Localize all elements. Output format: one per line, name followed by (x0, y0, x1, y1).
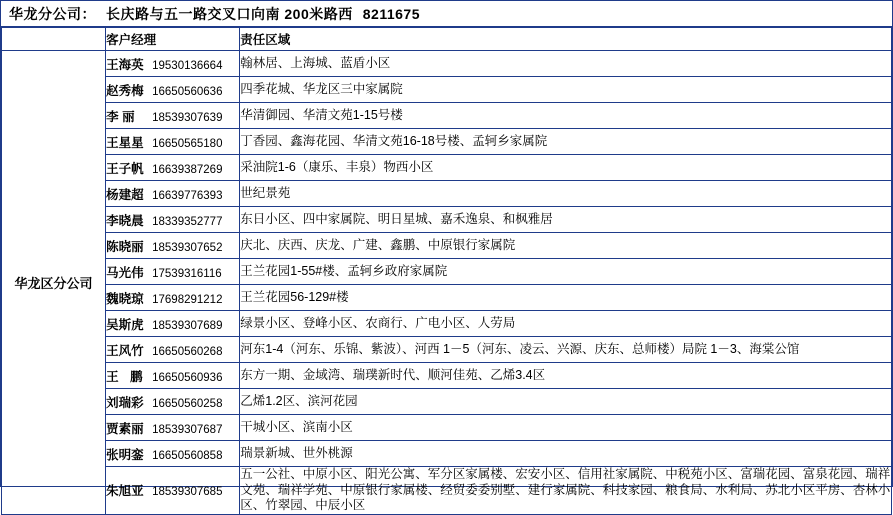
table-row (2, 467, 892, 515)
area-cell: 丁香园、鑫海花园、华清文苑16-18号楼、孟轲乡家属院 (240, 129, 892, 155)
manager-name: 杨建超 (106, 187, 144, 202)
manager-cell (106, 103, 240, 129)
table-row (2, 363, 892, 389)
table-row (2, 103, 892, 129)
table-row (2, 337, 892, 363)
title-org: 华龙分公司： (9, 5, 96, 22)
manager-phone: 16639387269 (152, 163, 223, 176)
manager-name: 吴斯虎 (106, 317, 144, 332)
area-cell: 世纪景苑 (240, 181, 892, 207)
manager-name: 陈晓丽 (106, 239, 144, 254)
manager-cell (106, 259, 240, 285)
table-row (2, 51, 892, 77)
area-cell: 乙烯1.2区、滨河花园 (240, 389, 892, 415)
area-cell: 翰林居、上海城、蓝盾小区 (240, 51, 892, 77)
manager-name: 王海英 (106, 57, 144, 72)
manager-phone: 17698291212 (152, 293, 223, 306)
manager-phone: 17539316116 (152, 267, 222, 280)
manager-phone: 16650560858 (152, 449, 223, 462)
table-row (2, 233, 892, 259)
manager-phone: 18539307687 (152, 423, 223, 436)
table-row (2, 441, 892, 467)
manager-cell (106, 337, 240, 363)
manager-phone: 18539307639 (152, 111, 223, 124)
manager-cell (106, 467, 240, 515)
manager-phone: 18539307652 (152, 241, 223, 254)
table-row (2, 311, 892, 337)
manager-name: 魏晓琼 (106, 291, 144, 306)
manager-cell (106, 233, 240, 259)
manager-phone: 16650560636 (152, 85, 223, 98)
manager-phone: 19530136664 (152, 59, 223, 72)
manager-cell (106, 415, 240, 441)
manager-phone: 16650560936 (152, 371, 223, 384)
manager-cell (106, 51, 240, 77)
area-cell: 东方一期、金域湾、瑞璞新时代、顺河佳苑、乙烯3.4区 (240, 363, 892, 389)
manager-cell (106, 363, 240, 389)
manager-cell (106, 155, 240, 181)
manager-cell (106, 285, 240, 311)
manager-cell (106, 207, 240, 233)
manager-cell (106, 181, 240, 207)
table-row (2, 415, 892, 441)
manager-phone: 18539307689 (152, 319, 223, 332)
header-area: 责任区域 (240, 28, 892, 51)
manager-name: 张明銮 (106, 447, 144, 462)
manager-name: 王 鹏 (106, 369, 147, 384)
table-row (2, 129, 892, 155)
table-row (2, 155, 892, 181)
manager-name: 赵秀梅 (106, 83, 144, 98)
area-cell: 王兰花园56-129#楼 (240, 285, 892, 311)
area-cell: 庆北、庆西、庆龙、广建、鑫鹏、中原银行家属院 (240, 233, 892, 259)
manager-cell (106, 77, 240, 103)
area-cell: 采油院1-6（康乐、丰泉）物西小区 (240, 155, 892, 181)
manager-cell (106, 441, 240, 467)
table-row (2, 389, 892, 415)
area-cell: 华清御园、华清文苑1-15号楼 (240, 103, 892, 129)
sheet-title-row (1, 1, 892, 27)
manager-name: 刘瑞彩 (106, 395, 144, 410)
area-cell: 四季花城、华龙区三中家属院 (240, 77, 892, 103)
area-cell: 五一公社、中原小区、阳光公寓、军分区家属楼、宏安小区、信用社家属院、中税苑小区、富瑞花园、富泉花园、瑞祥文苑、瑞祥学苑、中原银行家属楼、经贸委委别墅、建行家属院、科技家园、粮食局、水利局、苏北小区平房、杏林小区、竹翠园、中辰小区 (240, 467, 892, 515)
manager-name: 马光伟 (106, 265, 144, 280)
manager-name: 王风竹 (106, 343, 144, 358)
area-cell: 河东1-4（河东、乐锦、紫波）、河西 1－5（河东、凌云、兴源、庆东、总师楼）局院 1－3、海棠公馆 (240, 337, 892, 363)
manager-cell (106, 389, 240, 415)
header-org-cell (2, 28, 106, 51)
manager-name: 朱旭亚 (106, 484, 144, 499)
manager-phone: 18539307685 (152, 486, 223, 499)
manager-name: 王子帆 (106, 161, 144, 176)
table-row (2, 259, 892, 285)
table-header-row (2, 28, 892, 51)
manager-name: 贾素丽 (106, 421, 144, 436)
manager-name: 王星星 (106, 135, 144, 150)
manager-cell (106, 129, 240, 155)
table-row (2, 77, 892, 103)
table-row (2, 285, 892, 311)
table-row (2, 207, 892, 233)
org-label-cell: 华龙区分公司 (2, 51, 106, 515)
area-cell: 瑞景新城、世外桃源 (240, 441, 892, 467)
manager-name: 李 丽 (106, 109, 135, 124)
area-cell: 王兰花园1-55#楼、孟轲乡政府家属院 (240, 259, 892, 285)
assignment-table (1, 27, 892, 515)
title-phone: 8211675 (362, 5, 420, 22)
table-row (2, 181, 892, 207)
manager-name: 李晓晨 (106, 213, 144, 228)
manager-phone: 16650560268 (152, 345, 223, 358)
manager-phone: 16650560258 (152, 397, 223, 410)
table-body (2, 28, 892, 515)
manager-cell (106, 311, 240, 337)
area-cell: 东日小区、四中家属院、明日星城、嘉禾逸泉、和枫雅居 (240, 207, 892, 233)
title-address: 长庆路与五一路交叉口向南 200米路西 (106, 5, 353, 22)
area-cell: 绿景小区、登峰小区、农商行、广电小区、人劳局 (240, 311, 892, 337)
manager-phone: 16650565180 (152, 137, 223, 150)
manager-phone: 16639776393 (152, 189, 223, 202)
header-manager: 客户经理 (106, 28, 240, 51)
area-cell: 干城小区、滨南小区 (240, 415, 892, 441)
manager-phone: 18339352777 (152, 215, 223, 228)
